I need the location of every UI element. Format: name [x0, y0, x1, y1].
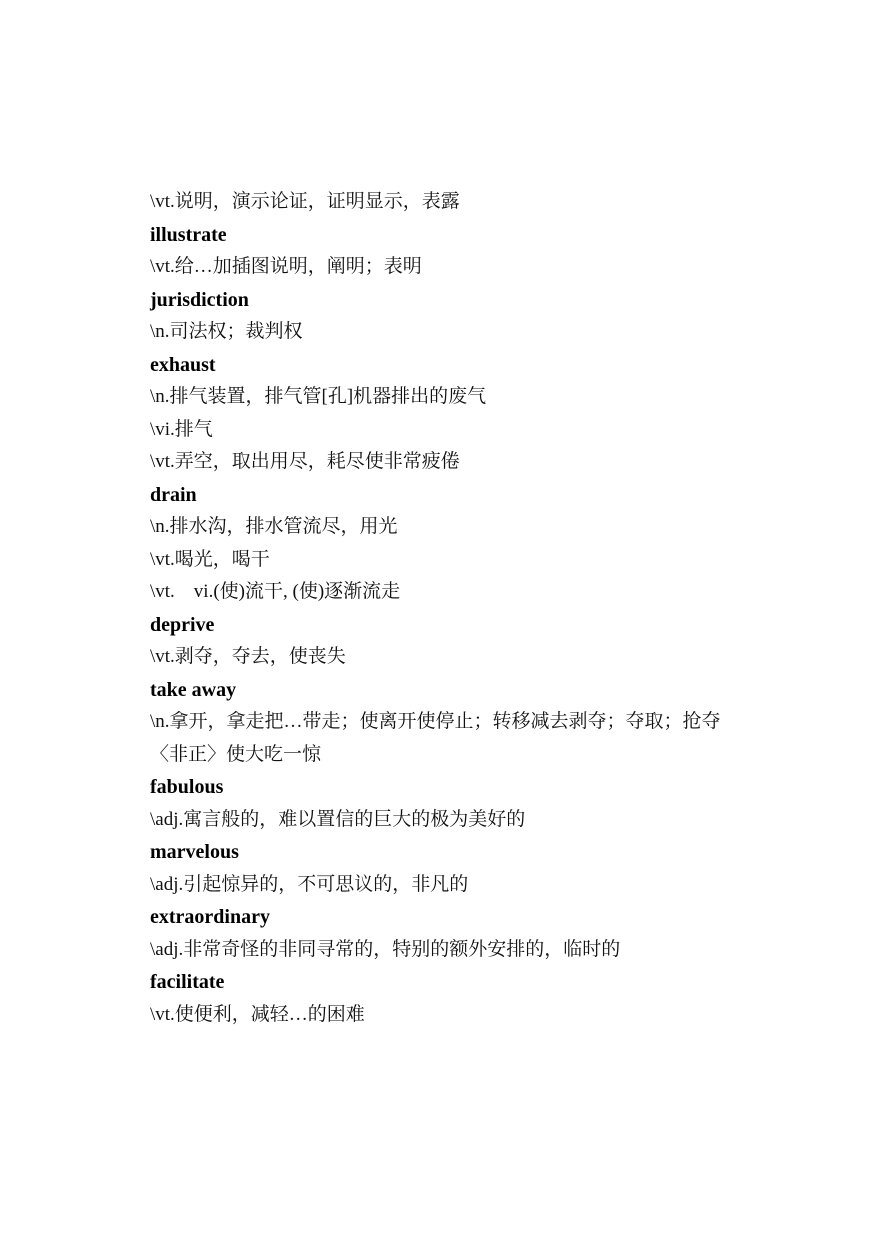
definition-line: \vt.剥夺，夺去，使丧失 [150, 646, 346, 667]
definition-line: \vt.给…加插图说明，阐明；表明 [150, 256, 422, 277]
headword: facilitate [150, 971, 225, 993]
definition-line: \adj.引起惊异的，不可思议的，非凡的 [150, 873, 469, 895]
headword: marvelous [150, 841, 239, 863]
headword: exhaust [150, 353, 216, 376]
definition-line: \adj.寓言般的，难以置信的巨大的极为美好的 [150, 808, 526, 830]
definition-line: \n.排水沟，排水管流尽，用光 [150, 516, 398, 537]
definition-line: \vt.喝光，喝干 [150, 548, 270, 570]
definition-line: \vt. vi.(使)流干, (使)逐渐流走 [150, 581, 401, 602]
definition-line: \vt.弄空，取出用尽，耗尽使非常疲倦 [150, 451, 460, 472]
headword: deprive [150, 613, 215, 636]
vocabulary-list [150, 186, 750, 1031]
definition-line: \vi.排气 [150, 418, 213, 440]
headword: fabulous [150, 776, 224, 798]
definition-line: \n.排气装置，排气管[孔]机器排出的废气 [150, 386, 487, 407]
definition-line: \vt.使便利，减轻…的困难 [150, 1003, 365, 1025]
definition-line: \vt.说明，演示论证，证明显示，表露 [150, 191, 460, 212]
headword: take away [150, 678, 237, 701]
definition-line: \adj.非常奇怪的非同寻常的，特别的额外安排的，临时的 [150, 938, 621, 960]
headword: extraordinary [150, 906, 270, 928]
headword: drain [150, 483, 197, 506]
headword: jurisdiction [150, 288, 249, 311]
definition-line: \n.司法权；裁判权 [150, 321, 303, 342]
headword: illustrate [150, 223, 227, 246]
definition-line: \n.拿开，拿走把…带走；使离开使停止；转移减去剥夺；夺取；抢夺〈非正〉使大吃一惊 [150, 711, 721, 765]
